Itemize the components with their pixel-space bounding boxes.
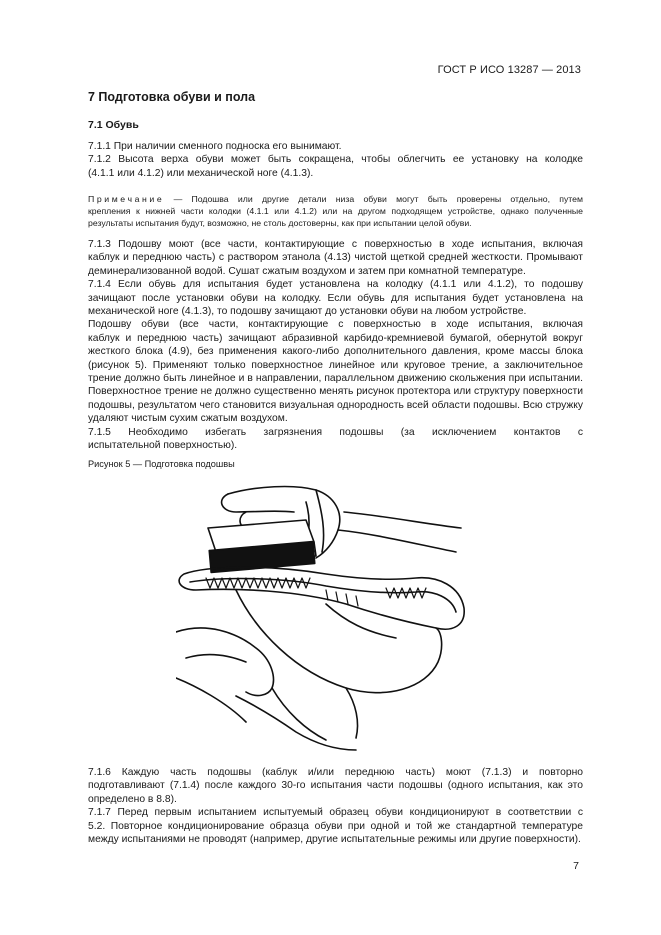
paragraph-7-1-7-line-1: 7.1.7 Перед первым испытанием испытуемый образец обуви кондиционируют в соответствии с <box>88 807 583 819</box>
paragraph-7-1-2-line-2: (4.1.1 или 4.1.2) или механической ноге (4.1.3). <box>88 167 314 179</box>
paragraph-7-1-2-line-1: 7.1.2 Высота верха обуви может быть сокращена, чтобы облегчить ее установку на колодке <box>88 154 583 166</box>
paragraph-7-1-6-line-2: подготавливают (7.1.4) после каждого 30-го испытания части подошвы (одного испытания, как это <box>88 780 583 792</box>
paragraph-7-1-4-line-2: зачищают после установки обуви на колодку. Если обувь для испытания будет установлена на <box>88 292 583 304</box>
paragraph-7-1-6-line-3: определено в 8.8). <box>88 793 177 805</box>
abrasion-paragraph-line-3: жесткого блока (4.9), без применения какого-либо дополнительного давления, кроме массы блока <box>88 346 583 358</box>
note-block <box>88 193 583 230</box>
paragraph-7-1-5-line-2: испытательной поверхностью). <box>88 440 238 452</box>
abrasion-paragraph-line-6: Поверхностное трение не должно существенно менять рисунок протектора или структуру поверхности <box>88 386 583 398</box>
note-line-2: крепления к нижней части колодки (4.1.1 или 4.1.2) или на другом подходящем устройстве, однако полученные <box>88 206 583 217</box>
sole-preparation-figure <box>176 482 466 754</box>
paragraph-7-1-3-line-3: деминерализованной водой. Сушат сжатым воздухом и затем при комнатной температуре. <box>88 265 526 277</box>
section-title: 7 Подготовка обуви и пола <box>88 90 256 104</box>
abrasion-paragraph-line-1: Подошву обуви (все части, контактирующие с поверхностью в ходе испытания, включая <box>88 319 583 331</box>
note-line-3: результаты испытания будут, возможно, не столь достоверны, как при испытании целой обуви. <box>88 218 472 229</box>
paragraph-7-1-1: 7.1.1 При наличии сменного подноска его вынимают. <box>88 141 342 152</box>
note-label: Примечание <box>88 194 165 204</box>
lower-hand-outline <box>176 628 273 695</box>
paragraph-block-1 <box>88 140 583 180</box>
shoe-upper <box>236 590 442 693</box>
abrasion-paragraph-line-4: (рисунок 5). Применяют только поверхностное линейное или круговое трение, а заключительное <box>88 359 583 371</box>
paragraph-7-1-5-line-1: 7.1.5 Необходимо избегать загрязнения подошвы (за исключением контактов с <box>88 426 583 438</box>
abrasion-paragraph-line-5: трение должно быть линейное и в направлении, параллельном движению скольжения при испытании. <box>88 373 583 385</box>
paragraph-7-1-7-line-2: 5.2. Повторное кондиционирование образца обуви при одной и той же стандартной температуре <box>88 820 583 832</box>
abrasion-paragraph-line-7: подошвы, результатом чего становится визуальная однородность всей области подошвы. Всю стружку <box>88 399 583 411</box>
paragraph-7-1-6-line-1: 7.1.6 Каждую часть подошвы (каблук и/или переднюю часть) моют (7.1.3) и повторно <box>88 767 583 778</box>
abrasion-paragraph-line-8: удаляют чистым сухим сжатым воздухом. <box>88 413 288 425</box>
paragraph-block-3 <box>88 766 583 846</box>
paragraph-7-1-4-line-1: 7.1.4 Если обувь для испытания будет установлена на колодку (4.1.1 или 4.1.2), то подошву <box>88 279 583 291</box>
paragraph-7-1-4-line-3: механической ноге (4.1.3), то подошву зачищают до установки обуви на любом устройстве. <box>88 306 527 318</box>
figure-caption: Рисунок 5 — Подготовка подошвы <box>88 459 235 469</box>
document-header: ГОСТ Р ИСО 13287 — 2013 <box>437 64 581 76</box>
paragraph-block-2 <box>88 238 583 453</box>
paragraph-7-1-7-line-3: между испытаниями не проводят (например, другие испытательные режимы или другие поверхности). <box>88 834 581 846</box>
paragraph-7-1-3-line-2: каблук и переднюю часть) с раствором этанола (4.13) чистой щеткой средней жесткости. Промывают <box>88 252 583 264</box>
paragraph-7-1-3-line-1: 7.1.3 Подошву моют (все части, контактирующие с поверхностью в ходе испытания, включая <box>88 239 583 250</box>
note-line-1: — Подошва или другие детали низа обуви могут быть проверены отдельно, путем <box>164 194 583 204</box>
subsection-title: 7.1 Обувь <box>88 119 139 131</box>
page-number: 7 <box>573 860 579 872</box>
abrasion-paragraph-line-2: каблук и переднюю часть) зачищают абразивной карбидо-кремниевой бумагой, обернутой вокруг <box>88 332 583 344</box>
shoe-sole-outline <box>179 567 464 629</box>
